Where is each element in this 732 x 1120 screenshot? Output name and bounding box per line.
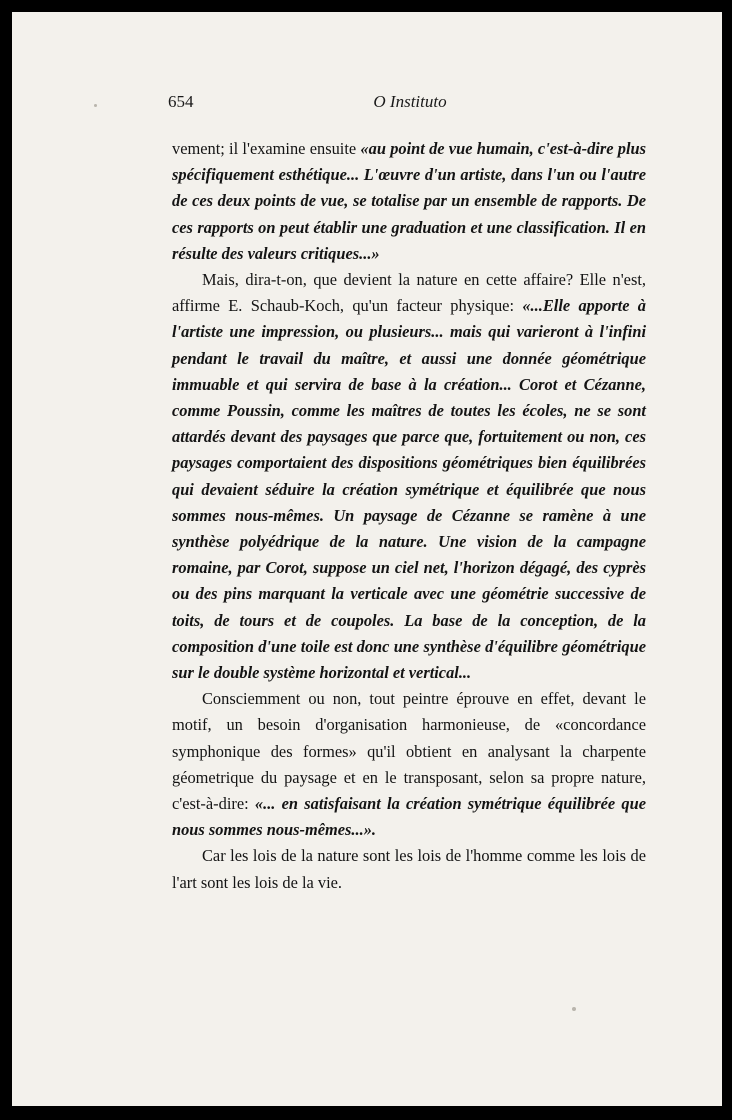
paper-speck <box>94 104 97 107</box>
paragraph-4-text: Car les lois de la nature sont les lois de l'homme comme les lois de l'art sont les lois de la vie. <box>172 846 646 892</box>
paragraph-1 <box>172 136 646 267</box>
paragraph-1-quote: «au point de vue humain, c'est-à-dire plus spécifiquement esthétique... L'œuvre d'un artiste, dans l'un ou l'autre de ces deux points de vue, se totalise par un ensemble de rapports. De ces rapports on peut établir une graduation et une classification. Il en résulte des valeurs critiques...» <box>172 139 646 263</box>
document-page <box>12 12 722 1106</box>
paragraph-3-quote: «... en satisfaisant la création symétrique équilibrée que nous sommes nous-mêmes...». <box>172 794 646 840</box>
page-header <box>168 92 652 116</box>
paragraph-4 <box>172 843 646 895</box>
paper-speck <box>572 1007 576 1011</box>
page-number: 654 <box>168 92 194 111</box>
paragraph-2-lead: Mais, dira-t-on, que devient la nature en cette affaire? Elle n'est, affirme E. Schaub-Koch, qu'un facteur physique: <box>172 270 646 316</box>
running-title: O Instituto <box>373 92 447 111</box>
paragraph-2 <box>172 267 646 686</box>
paragraph-2-quote: «...Elle apporte à l'artiste une impression, ou plusieurs... mais qui varieront à l'infini pendant le travail du maître, et aussi une donnée géométrique immuable et qui servira de base à la création... Corot et Cézanne, comme Poussin, comme les maîtres de toutes les écoles, ne se sont attardés devant des paysages que parce que, fortuitement ou non, ces paysages comportaient des dispositions géométriques bien équilibrées qui devaient séduire la création symétrique et équilibrée que nous sommes nous-mêmes. Un paysage de Cézanne se ramène à une synthèse polyédrique de la nature. Une vision de la campagne romaine, par Corot, suppose un ciel net, l'horizon dégagé, des cyprès ou des pins marquant la verticale avec une géométrie successive de toits, de tours et de coupoles. La base de la conception, de la composition d'une toile est donc une synthèse d'équilibre géométrique sur le double système horizontal et vertical... <box>172 296 647 683</box>
paragraph-3 <box>172 686 646 843</box>
paragraph-3-lead: Consciemment ou non, tout peintre éprouve en effet, devant le motif, un besoin d'organisation harmonieuse, de «concordance symphonique des formes» qu'il obtient en analysant la charpente géometrique du paysage et en le transposant, selon sa propre nature, c'est-à-dire: <box>172 689 646 814</box>
body-text <box>172 136 646 896</box>
paragraph-1-lead: vement; il l'examine ensuite <box>172 139 361 158</box>
